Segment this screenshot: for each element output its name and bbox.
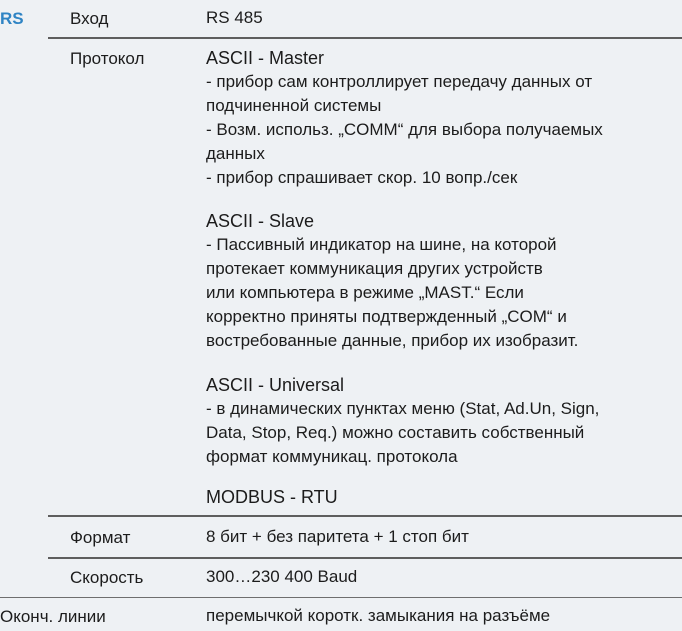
section-tag: RS bbox=[0, 9, 24, 28]
protocol-modbus-block bbox=[206, 485, 676, 509]
input-label: Вход bbox=[70, 9, 109, 28]
protocol-universal-line: Data, Stop, Req.) можно составить собственный bbox=[206, 423, 585, 442]
format-label: Формат bbox=[70, 528, 131, 547]
protocol-master-line: данных bbox=[206, 144, 265, 163]
protocol-master-line: - Возм. использ. „COMM“ для выбора получаемых bbox=[206, 120, 603, 139]
protocol-universal-title: ASCII - Universal bbox=[206, 375, 345, 395]
protocol-master-block bbox=[206, 46, 676, 190]
format-value: 8 бит + без паритета + 1 стоп бит bbox=[206, 527, 469, 546]
protocol-master-line: - прибор спрашивает скор. 10 вопр./сек bbox=[206, 168, 518, 187]
protocol-universal-block bbox=[206, 373, 676, 469]
protocol-slave-block bbox=[206, 209, 676, 353]
termination-value: перемычкой коротк. замыкания на разъёме bbox=[206, 606, 551, 625]
protocol-slave-line: корректно приняты подтвержденный „COM“ и bbox=[206, 307, 567, 326]
protocol-slave-line: - Пассивный индикатор на шине, на которой bbox=[206, 235, 557, 254]
protocol-label: Протокол bbox=[70, 49, 145, 68]
protocol-master-title: ASCII - Master bbox=[206, 48, 325, 68]
protocol-universal-line: - в динамических пунктах меню (Stat, Ad.Un, Sign, bbox=[206, 399, 600, 418]
protocol-slave-title: ASCII - Slave bbox=[206, 211, 315, 231]
protocol-master-line: - прибор сам контроллирует передачу данных от bbox=[206, 72, 593, 91]
protocol-master-line: подчиненной системы bbox=[206, 96, 382, 115]
row-divider bbox=[0, 597, 682, 598]
row-divider bbox=[48, 557, 682, 559]
speed-value: 300…230 400 Baud bbox=[206, 567, 358, 586]
termination-label: Оконч. линии bbox=[0, 607, 106, 626]
input-value: RS 485 bbox=[206, 8, 263, 27]
protocol-slave-line: протекает коммуникация других устройств bbox=[206, 259, 543, 278]
row-divider bbox=[48, 515, 682, 517]
row-divider bbox=[48, 37, 682, 39]
protocol-modbus-title: MODBUS - RTU bbox=[206, 487, 338, 507]
protocol-slave-line: или компьютера в режиме „MAST.“ Если bbox=[206, 283, 524, 302]
protocol-slave-line: востребованные данные, прибор их изобразит. bbox=[206, 331, 579, 350]
speed-label: Скорость bbox=[70, 568, 144, 587]
protocol-universal-line: формат коммуникац. протокола bbox=[206, 447, 458, 466]
